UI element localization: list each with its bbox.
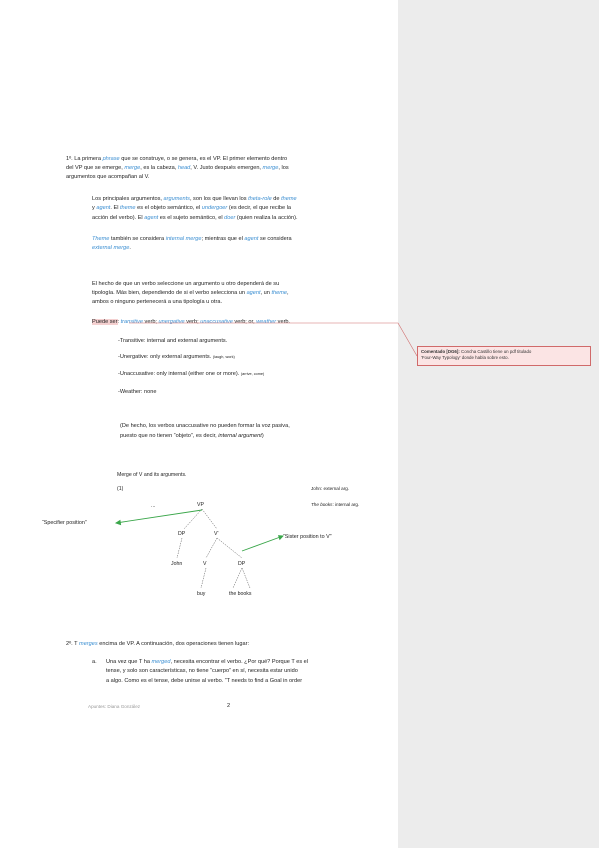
tree-node-vp: VP xyxy=(197,502,204,508)
p4-line3: ambos o ninguno pertenecerá a una tipología u otra. xyxy=(92,299,222,305)
p8-label: a. xyxy=(92,659,97,665)
comment-text-1: Concha Castillo tiene un pdf titulado xyxy=(461,349,532,354)
list-item-unergative: -Unergative: only external arguments. (laugh, work) xyxy=(118,354,235,360)
sister-label: “Sister position to V” xyxy=(283,534,332,540)
p1-line1: 1º. La primera phrase que se construye, o se genera, es el VP. El primer elemento dentro xyxy=(66,156,288,162)
p4-line1: El hecho de que un verbo seleccione un argumento u otro dependerá de su xyxy=(92,281,280,287)
p1-line2: del VP que se emerge, merge, es la cabeza, head, V. Justo después emergen, merge, los xyxy=(66,165,289,171)
p3-line1: Theme también se considera internal merge; mientras que el agent se considera xyxy=(92,236,292,242)
tree-title: Merge of V and its arguments. xyxy=(117,472,187,478)
p5-line: Puede ser: transitive verb; unergative verb; unaccusative verb; or, weather verb. xyxy=(92,319,291,325)
p6-line1: (De hecho, los verbos unaccusative no pueden formar la voz pasiva, xyxy=(120,423,290,429)
tree-note-internal: The books: internal arg. xyxy=(311,502,360,507)
p2-line1: Los principales argumentos, arguments, son los que llevan los theta-role de theme xyxy=(92,196,297,202)
comment-author: Comentado [DG6]: xyxy=(421,349,460,354)
p1-line3: argumentos que acompañan al V. xyxy=(66,174,150,180)
tree-leaf-books: the books xyxy=(229,591,252,597)
tree-dots: ... xyxy=(151,503,156,509)
p8-line2: tense, y solo son características, no tiene “cuerpo” en sí, necesita estar unido xyxy=(106,668,298,674)
p4-line2: tipología. Más bien, dependiendo de si el verbo selecciona un agent, un theme, xyxy=(92,290,289,296)
p6-line2: puesto que no tienen “objeto”, es decir, internal argument) xyxy=(120,433,264,439)
p8-line1: Una vez que T ha merged, necesita encontrar el verbo. ¿Por qué? Porque T es el xyxy=(106,659,309,665)
list-item-unaccusative: -Unaccusative: only internal (either one or more). (arrive, come) xyxy=(118,371,265,377)
p3-line2: external merge. xyxy=(92,245,131,251)
p7-line: 2º. T merges encima de VP. A continuación, dos operaciones tienen lugar: xyxy=(66,641,250,647)
tree-leaf-buy: buy xyxy=(197,591,206,597)
list-item-weather: -Weather: none xyxy=(118,389,157,395)
list-item-transitive: -Transitive: internal and external arguments. xyxy=(118,338,228,344)
tree-node-dp2: DP xyxy=(238,561,246,567)
page-number: 2 xyxy=(227,703,231,709)
footer-text: Apuntes: Diana González xyxy=(88,704,141,709)
tree-leaf-john: John xyxy=(171,561,183,567)
commented-text: Puede ser xyxy=(92,319,118,325)
comment-text-2: 'Four-Way Typology' donde habla sobre esto. xyxy=(421,354,509,360)
tree-node-v: V xyxy=(203,561,207,567)
tree-number: (1) xyxy=(117,486,124,492)
tree-node-dp: DP xyxy=(178,531,186,537)
tree-note-external: John: external arg. xyxy=(311,486,350,491)
p8-line3: a algo. Como es el tense, debe unirse al verbo. “T needs to find a Goal in order xyxy=(106,678,303,684)
p2-line3: acción del verbo). El agent es el sujeto semántico, el doer (quien realiza la acción). xyxy=(92,215,298,221)
p2-line2: y agent. El theme es el objeto semántico, el undergoer (es decir, el que recibe la xyxy=(92,205,292,211)
tree-node-vbar: V' xyxy=(214,531,219,537)
specifier-label: “Specifier position” xyxy=(42,520,87,526)
